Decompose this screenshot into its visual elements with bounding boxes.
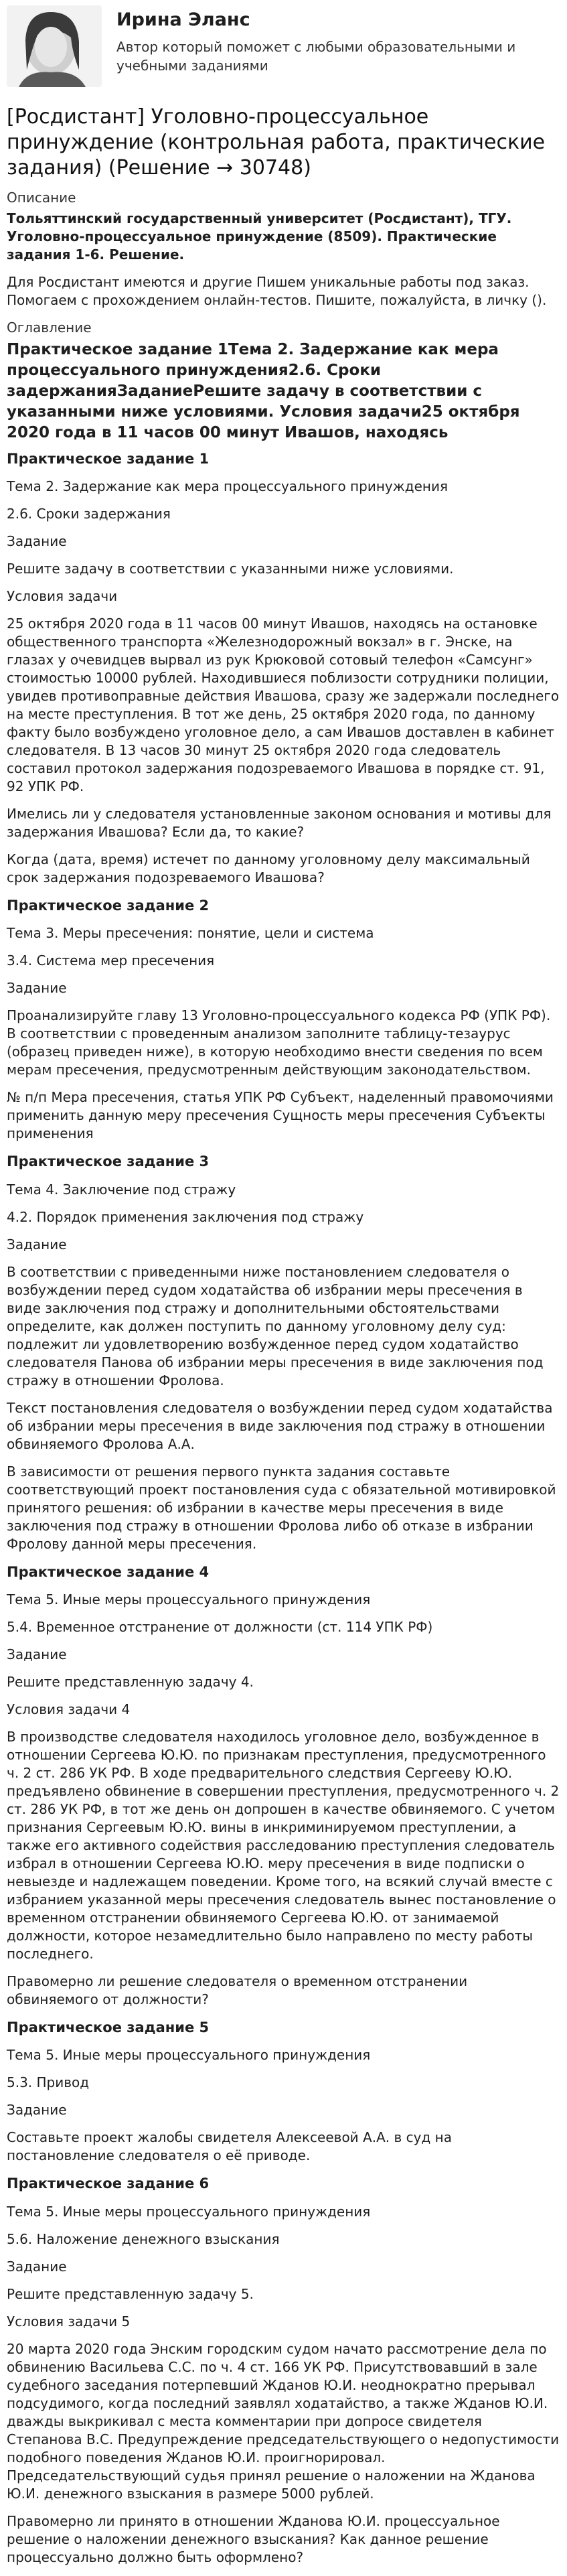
task-line: 5.4. Временное отстранение от должности (ст. 114 УПК РФ) — [7, 1618, 433, 1635]
task-line: В соответствии с приведенными ниже постановлением следователя о возбуждении перед судом ходатайства об избрании меры пресечения в виде заключения под стражу и дополнительными обстоятельствами определите, как должен поступить по данному уголовному делу суд: подлежит ли удовлетворению возбужденное перед судом ходатайство следователя Панова об избрании меры пресечения в виде заключения под стражу в отношении Фролова. — [7, 1263, 544, 1388]
task-line: 5.6. Наложение денежного взыскания — [7, 2230, 280, 2247]
task-line: Задание — [7, 532, 67, 549]
task-line: Когда (дата, время) истечет по данному уголовному делу максимальный срок задержания подозреваемого Ивашова? — [7, 851, 530, 885]
author-description: Автор который поможет с любыми образовательными и учебными заданиями — [116, 39, 516, 74]
author-info — [116, 5, 560, 75]
task-line: 5.3. Привод — [7, 2074, 90, 2091]
task-line: Решите представленную задачу 5. — [7, 2285, 254, 2302]
task-title: Практическое задание 3 — [7, 1153, 210, 1170]
toc-label: Оглавление — [7, 319, 92, 336]
avatar[interactable] — [7, 5, 102, 87]
task-line: Тема 5. Иные меры процессуального принуждения — [7, 2203, 371, 2220]
description-bold-text: Тольяттинский государственный университет (Росдистант), ТГУ. Уголовно-процессуальное принуждение (8509). Практические задания 1-6. Решение. — [7, 210, 512, 263]
task-line: В производстве следователя находилось уголовное дело, возбужденное в отношении Сергеева Ю.Ю. по признакам преступления, предусмотренного ч. 2 ст. 286 УК РФ. В ходе предварительного следствия Сергееву Ю.Ю. предъявлено обвинение в совершении преступления, предусмотренного ч. 2 ст. 286 УК РФ, в тот же день он допрошен в качестве обвиняемого. С учетом признания Сергеевым Ю.Ю. вины в инкриминируемом преступлении, а также его активного содействия расследованию преступления следователь избрал в отношении Сергеева Ю.Ю. меру пресечения в виде подписки о невыезде и надлежащем поведении. Кроме того, на всякий случай вместе с избранием указанной меры пресечения следователь вынес постановление о временном отстранении обвиняемого Сергеева Ю.Ю. от занимаемой должности, которое незамедлительно было направлено по месту работы последнего. — [7, 1728, 560, 1962]
description-text: Для Росдистант имеются и другие Пишем уникальные работы под заказ. Помогаем с прохождением онлайн-тестов. Пишите, пожалуйста, в личку (). — [7, 274, 547, 309]
task-section — [7, 1152, 560, 1553]
task-line: Тема 2. Задержание как мера процессуального принуждения — [7, 478, 448, 494]
task-line: 2.6. Сроки задержания — [7, 505, 171, 522]
task-line: Задание — [7, 980, 67, 997]
task-title: Практическое задание 5 — [7, 2019, 210, 2035]
task-line: Решите задачу в соответствии с указанными ниже условиями. — [7, 560, 454, 577]
author-name[interactable]: Ирина Эланс — [116, 9, 250, 30]
task-line: Тема 3. Меры пресечения: понятие, цели и система — [7, 925, 374, 942]
task-line: Проанализируйте главу 13 Уголовно-процессуального кодекса РФ (УПК РФ). В соответствии с проведенным анализом заполните таблицу-тезаурус (образец приведен ниже), в которую необходимо внести сведения по всем мерам пресечения, предусмотренным действующим законодательством. — [7, 1007, 551, 1078]
avatar-photo-icon — [7, 5, 102, 87]
task-line: 3.4. Система мер пресечения — [7, 952, 215, 969]
task-title: Практическое задание 2 — [7, 897, 210, 914]
task-section — [7, 2018, 560, 2165]
task-line: Задание — [7, 1236, 67, 1253]
task-line: 25 октября 2020 года в 11 часов 00 минут Ивашов, находясь на остановке общественного транспорта «Железнодорожный вокзал» в г. Энске, на глазах у очевидцев вырвал из рук Крюковой сотовый телефон «Самсунг» стоимостью 10000 рублей. Находившиеся поблизости сотрудники полиции, увидев противоправные действия Ивашова, сразу же задержали последнего на месте преступления. В тот же день, 25 октября 2020 года, по данному факту было возбуждено уголовное дело, а сам Ивашов доставлен в кабинет следователя. В 13 часов 30 минут 25 октября 2020 года следователь составил протокол задержания подозреваемого Ивашова в порядке ст. 91, 92 УПК РФ. — [7, 615, 560, 794]
task-line: Текст постановления следователя о возбуждении перед судом ходатайства об избрании меры пресечения в виде заключения под стражу в отношении обвиняемого Фролова А.А. — [7, 1399, 553, 1452]
task-line: Задание — [7, 1646, 67, 1662]
task-section — [7, 449, 560, 887]
task-title: Практическое задание 1 — [7, 450, 210, 467]
task-line: В зависимости от решения первого пункта задания составьте соответствующий проект постановления суда с обязательной мотивировкой принятого решения: об избрании в качестве меры пресечения в виде заключения под стражу в отношении Фролова либо об отказе в избрании Фролову данной меры пресечения. — [7, 1463, 556, 1552]
description-label: Описание — [7, 190, 76, 206]
task-line: 4.2. Порядок применения заключения под стражу — [7, 1208, 364, 1225]
task-line: Задание — [7, 2102, 67, 2119]
task-line: Задание — [7, 2258, 67, 2275]
task-line: Правомерно ли принято в отношении Жданова Ю.И. процессуальное решение о наложении денежного взыскания? Как данное решение процессуально должно быть оформлено? — [7, 2512, 500, 2565]
toc-text: Практическое задание 1Тема 2. Задержание как мера процессуального принуждения2.6. Сроки задержанияЗаданиеРешите задачу в соответствии с указанными ниже условиями. Условия задачи25 октября 2020 года в 11 часов 00 минут Ивашов, находясь — [7, 341, 520, 442]
task-line: Тема 5. Иные меры процессуального принуждения — [7, 2047, 371, 2064]
tasks-list — [7, 449, 560, 2567]
task-line: 20 марта 2020 года Энским городским судом начато рассмотрение дела по обвинению Васильева С.С. по ч. 4 ст. 166 УК РФ. Присутствовавший в зале судебного заседания потерпевший Жданов Ю.И. неоднократно прерывал подсудимого, когда последний заявлял ходатайство, а также Жданов Ю.И. дважды выкрикивал с места комментарии при допросе свидетеля Степанова В.С. Предупреждение председательствующего о недопустимости подобного поведения Жданов Ю.И. проигнорировал. Председательствующий судья принял решение о наложении на Жданова Ю.И. денежного взыскания в размере 5000 рублей. — [7, 2340, 560, 2502]
task-section — [7, 1563, 560, 2009]
task-line: Тема 5. Иные меры процессуального принуждения — [7, 1591, 371, 1607]
task-section — [7, 896, 560, 1143]
task-line: Условия задачи 4 — [7, 1701, 131, 1717]
task-title: Практическое задание 6 — [7, 2175, 210, 2192]
task-section — [7, 2174, 560, 2566]
task-title: Практическое задание 4 — [7, 1563, 210, 1580]
task-line: Условия задачи — [7, 587, 118, 604]
task-line: Правомерно ли решение следователя о временном отстранении обвиняемого от должности? — [7, 1973, 468, 2007]
task-line: Решите представленную задачу 4. — [7, 1673, 254, 1690]
task-line: № п/п Мера пресечения, статья УПК РФ Субъект, наделенный правомочиями применить данную меру пресечения Сущность меры пресечения Субъекты применения — [7, 1089, 554, 1142]
task-line: Условия задачи 5 — [7, 2313, 131, 2330]
page-title: [Росдистант] Уголовно-процессуальное принуждение (контрольная работа, практические задания) (Решение → 30748) — [7, 105, 546, 180]
task-line: Тема 4. Заключение под стражу — [7, 1181, 236, 1198]
task-line: Составьте проект жалобы свидетеля Алексеевой А.А. в суд на постановление следователя о её приводе. — [7, 2129, 452, 2164]
author-header — [7, 0, 560, 95]
task-line: Имелись ли у следователя установленные законом основания и мотивы для задержания Ивашова? Если да, то какие? — [7, 805, 552, 840]
